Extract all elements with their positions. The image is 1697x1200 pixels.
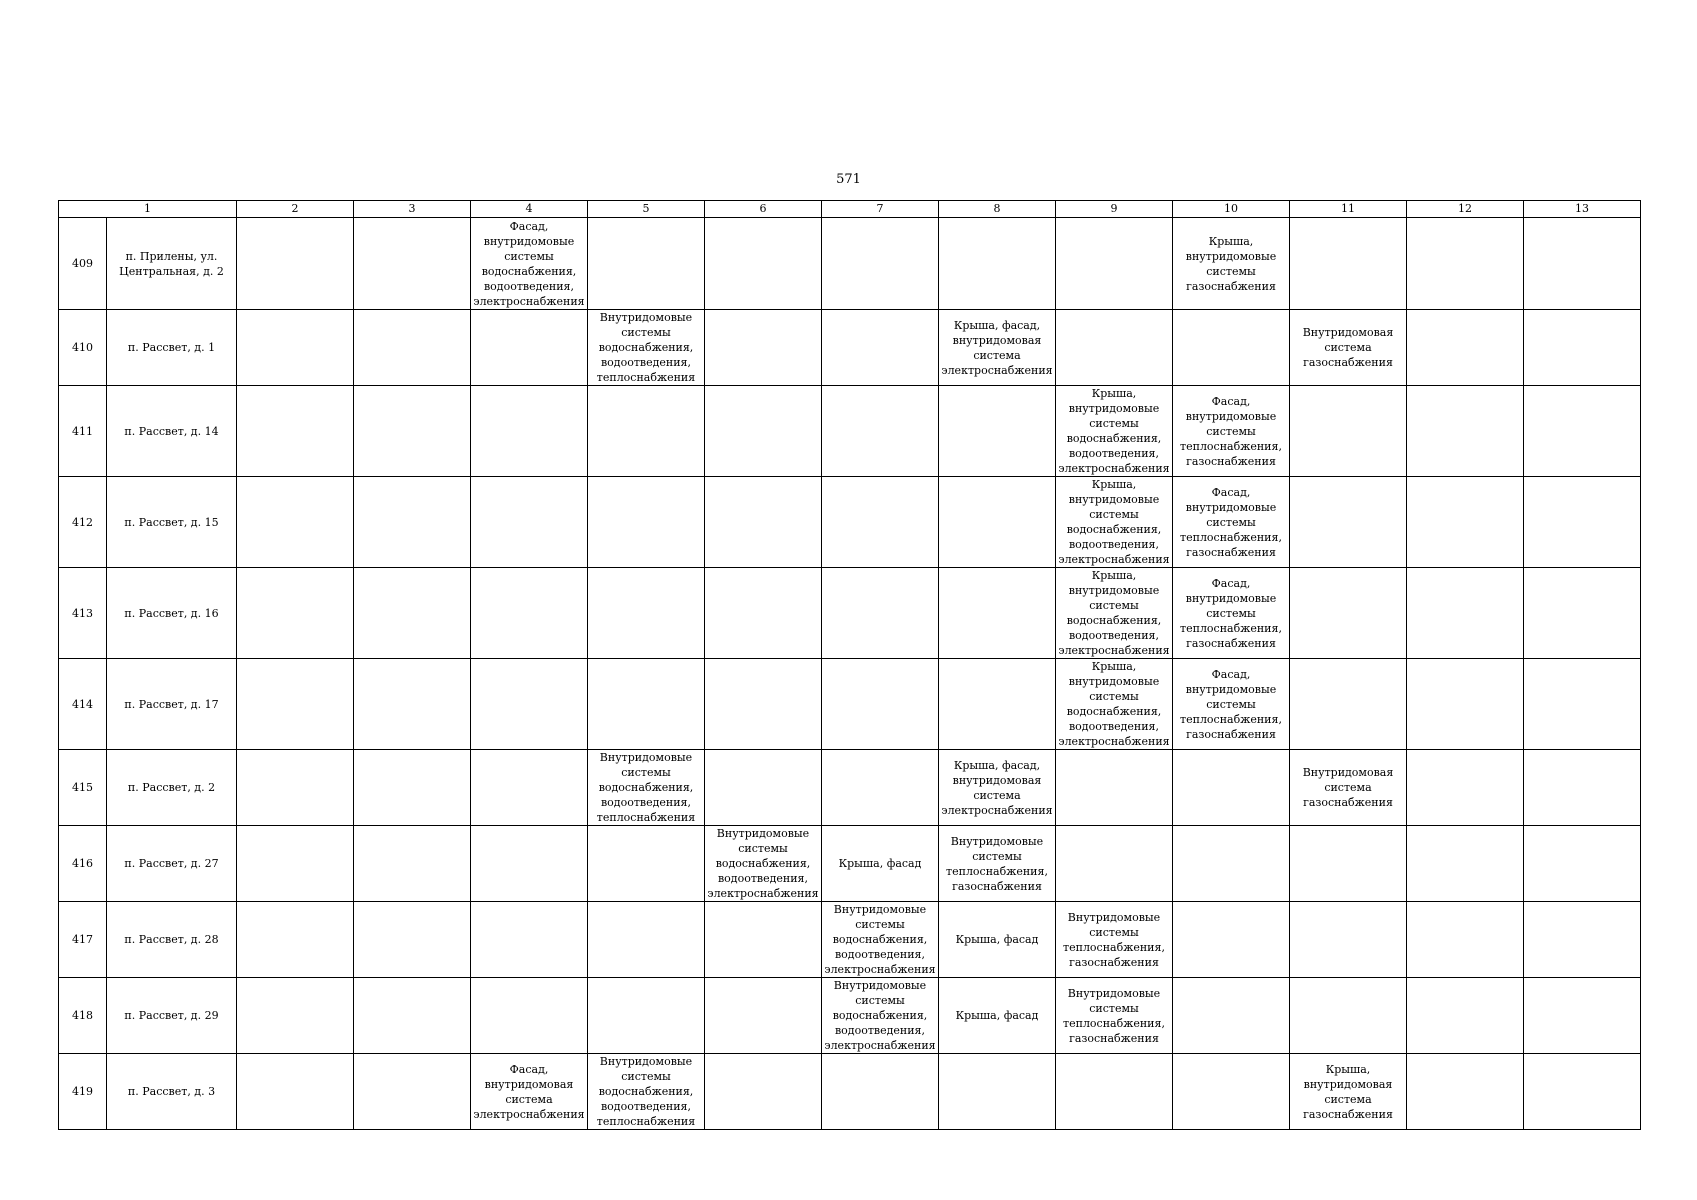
column-header: 2 [237, 201, 354, 218]
table-cell [1524, 310, 1641, 386]
table-cell [705, 750, 822, 826]
table-cell [705, 1054, 822, 1130]
table-cell [939, 659, 1056, 750]
column-header: 11 [1290, 201, 1407, 218]
table-row [59, 826, 1641, 902]
table-cell [1524, 750, 1641, 826]
table-cell [822, 568, 939, 659]
row-number: 410 [59, 310, 107, 386]
table-cell [705, 477, 822, 568]
header-row [59, 201, 1641, 218]
address-cell: п. Рассвет, д. 1 [107, 310, 237, 386]
table-cell [705, 978, 822, 1054]
table-cell [354, 218, 471, 310]
table-cell [1524, 568, 1641, 659]
table-cell [705, 568, 822, 659]
table-cell [237, 659, 354, 750]
table-cell: Крыша, фасад [822, 826, 939, 902]
address-cell: п. Рассвет, д. 16 [107, 568, 237, 659]
table-cell [1524, 978, 1641, 1054]
table-cell [237, 477, 354, 568]
table-cell: Крыша, внутридомовые системы водоснабжения, водоотведения, электроснабжения [1056, 659, 1173, 750]
table-cell [939, 1054, 1056, 1130]
address-cell: п. Рассвет, д. 17 [107, 659, 237, 750]
table-cell [705, 659, 822, 750]
table-cell [705, 218, 822, 310]
row-number: 411 [59, 386, 107, 477]
address-cell: п. Рассвет, д. 28 [107, 902, 237, 978]
table-cell [1290, 826, 1407, 902]
table-cell: Внутридомовые системы водоснабжения, водоотведения, теплоснабжения [588, 1054, 705, 1130]
table-cell: Крыша, фасад [939, 902, 1056, 978]
table-row [59, 978, 1641, 1054]
table-cell [1056, 1054, 1173, 1130]
table-cell: Крыша, внутридомовые системы водоснабжения, водоотведения, электроснабжения [1056, 477, 1173, 568]
table-cell [354, 659, 471, 750]
table-cell [1290, 386, 1407, 477]
table-cell: Внутридомовые системы водоснабжения, водоотведения, теплоснабжения [588, 750, 705, 826]
table-cell [354, 978, 471, 1054]
table-cell [471, 902, 588, 978]
table-cell [939, 386, 1056, 477]
table-row [59, 568, 1641, 659]
table-cell: Крыша, внутридомовые системы водоснабжения, водоотведения, электроснабжения [1056, 568, 1173, 659]
table-cell [1407, 978, 1524, 1054]
table-cell [588, 902, 705, 978]
table-cell [471, 568, 588, 659]
table-cell [1173, 310, 1290, 386]
table-cell [1524, 218, 1641, 310]
table-cell: Фасад, внутридомовые системы теплоснабжения, газоснабжения [1173, 386, 1290, 477]
address-cell: п. Рассвет, д. 14 [107, 386, 237, 477]
address-cell: п. Рассвет, д. 15 [107, 477, 237, 568]
table-cell [1173, 1054, 1290, 1130]
table-cell [1524, 477, 1641, 568]
table-cell [1407, 386, 1524, 477]
table-cell [1407, 902, 1524, 978]
address-cell: п. Прилены, ул. Центральная, д. 2 [107, 218, 237, 310]
table-row [59, 750, 1641, 826]
column-header: 12 [1407, 201, 1524, 218]
table-cell [471, 659, 588, 750]
table-cell: Внутридомовая система газоснабжения [1290, 750, 1407, 826]
row-number: 409 [59, 218, 107, 310]
table-cell: Крыша, внутридомовые системы газоснабжения [1173, 218, 1290, 310]
table-cell [354, 1054, 471, 1130]
table-cell [237, 568, 354, 659]
table-cell [471, 310, 588, 386]
column-header: 3 [354, 201, 471, 218]
data-table [58, 200, 1641, 1130]
table-cell [237, 978, 354, 1054]
table-cell [1524, 1054, 1641, 1130]
table-cell: Крыша, внутридомовая система газоснабжения [1290, 1054, 1407, 1130]
row-number: 417 [59, 902, 107, 978]
table-cell [1173, 826, 1290, 902]
table-cell [588, 218, 705, 310]
column-header: 9 [1056, 201, 1173, 218]
table-cell [354, 386, 471, 477]
column-header: 4 [471, 201, 588, 218]
table-cell [237, 386, 354, 477]
table-cell [1407, 568, 1524, 659]
address-cell: п. Рассвет, д. 27 [107, 826, 237, 902]
row-number: 414 [59, 659, 107, 750]
table-cell [1290, 218, 1407, 310]
column-header: 10 [1173, 201, 1290, 218]
table-cell: Крыша, фасад, внутридомовая система электроснабжения [939, 310, 1056, 386]
table-cell [237, 750, 354, 826]
address-cell: п. Рассвет, д. 3 [107, 1054, 237, 1130]
table-cell [705, 902, 822, 978]
table-cell [822, 386, 939, 477]
table-cell: Внутридомовые системы теплоснабжения, газоснабжения [1056, 978, 1173, 1054]
table-cell [588, 477, 705, 568]
page-number: 571 [836, 172, 861, 187]
table-cell [1407, 310, 1524, 386]
table-cell [354, 568, 471, 659]
table-row [59, 659, 1641, 750]
table-cell [1407, 1054, 1524, 1130]
table-cell: Внутридомовая система газоснабжения [1290, 310, 1407, 386]
address-cell: п. Рассвет, д. 2 [107, 750, 237, 826]
table-cell [939, 477, 1056, 568]
table-cell [354, 750, 471, 826]
table-cell: Крыша, фасад, внутридомовая система электроснабжения [939, 750, 1056, 826]
table-cell: Фасад, внутридомовая система электроснабжения [471, 1054, 588, 1130]
table-cell [822, 310, 939, 386]
table-cell [705, 386, 822, 477]
table-cell [471, 978, 588, 1054]
table-cell [822, 218, 939, 310]
table-cell [237, 1054, 354, 1130]
table-cell [1290, 477, 1407, 568]
column-header: 1 [59, 201, 237, 218]
address-cell: п. Рассвет, д. 29 [107, 978, 237, 1054]
table-cell [588, 978, 705, 1054]
table-cell [471, 386, 588, 477]
table-cell [939, 218, 1056, 310]
table-cell [471, 477, 588, 568]
table-cell [1290, 978, 1407, 1054]
table-cell [1407, 218, 1524, 310]
row-number: 419 [59, 1054, 107, 1130]
table-cell [1173, 750, 1290, 826]
table-cell [1290, 568, 1407, 659]
table-cell [1056, 750, 1173, 826]
row-number: 418 [59, 978, 107, 1054]
table-cell [822, 659, 939, 750]
table-cell [1056, 826, 1173, 902]
table-cell [237, 902, 354, 978]
table-cell [588, 568, 705, 659]
table-cell: Внутридомовые системы водоснабжения, водоотведения, электроснабжения [822, 902, 939, 978]
table-cell [588, 386, 705, 477]
table-cell [1290, 659, 1407, 750]
table-row [59, 902, 1641, 978]
table-cell [1056, 218, 1173, 310]
table-cell [1524, 826, 1641, 902]
table-cell: Фасад, внутридомовые системы теплоснабжения, газоснабжения [1173, 568, 1290, 659]
table-cell: Внутридомовые системы водоснабжения, водоотведения, теплоснабжения [588, 310, 705, 386]
table-cell [1407, 750, 1524, 826]
table-cell [354, 310, 471, 386]
table-cell [354, 902, 471, 978]
table-cell: Фасад, внутридомовые системы теплоснабжения, газоснабжения [1173, 477, 1290, 568]
table-cell [1524, 902, 1641, 978]
table-cell [1407, 659, 1524, 750]
row-number: 416 [59, 826, 107, 902]
table-cell [1407, 826, 1524, 902]
row-number: 413 [59, 568, 107, 659]
table-cell: Внутридомовые системы водоснабжения, водоотведения, электроснабжения [822, 978, 939, 1054]
table-cell [1173, 902, 1290, 978]
table-cell [1524, 386, 1641, 477]
table-cell: Фасад, внутридомовые системы водоснабжения, водоотведения, электроснабжения [471, 218, 588, 310]
table-cell: Внутридомовые системы теплоснабжения, газоснабжения [1056, 902, 1173, 978]
table-cell [1056, 310, 1173, 386]
table-row [59, 218, 1641, 310]
column-header: 5 [588, 201, 705, 218]
table-cell [354, 826, 471, 902]
column-header: 13 [1524, 201, 1641, 218]
table-cell [1524, 659, 1641, 750]
table-row [59, 1054, 1641, 1130]
table-cell [705, 310, 822, 386]
row-number: 412 [59, 477, 107, 568]
table-cell [822, 1054, 939, 1130]
table-cell [588, 659, 705, 750]
table-cell [1290, 902, 1407, 978]
table-cell [237, 826, 354, 902]
table-cell [1407, 477, 1524, 568]
column-header: 7 [822, 201, 939, 218]
table-cell [471, 826, 588, 902]
table-cell [822, 477, 939, 568]
table-cell [1173, 978, 1290, 1054]
table-row [59, 386, 1641, 477]
table-cell: Крыша, фасад [939, 978, 1056, 1054]
table-cell [354, 477, 471, 568]
table-row [59, 477, 1641, 568]
column-header: 8 [939, 201, 1056, 218]
table-cell [237, 310, 354, 386]
table-cell [939, 568, 1056, 659]
table-cell [822, 750, 939, 826]
table-cell: Внутридомовые системы водоснабжения, водоотведения, электроснабжения [705, 826, 822, 902]
row-number: 415 [59, 750, 107, 826]
table-cell [237, 218, 354, 310]
table-cell [471, 750, 588, 826]
table-cell: Крыша, внутридомовые системы водоснабжения, водоотведения, электроснабжения [1056, 386, 1173, 477]
table-row [59, 310, 1641, 386]
table-cell: Фасад, внутридомовые системы теплоснабжения, газоснабжения [1173, 659, 1290, 750]
table-cell: Внутридомовые системы теплоснабжения, газоснабжения [939, 826, 1056, 902]
table-cell [588, 826, 705, 902]
column-header: 6 [705, 201, 822, 218]
